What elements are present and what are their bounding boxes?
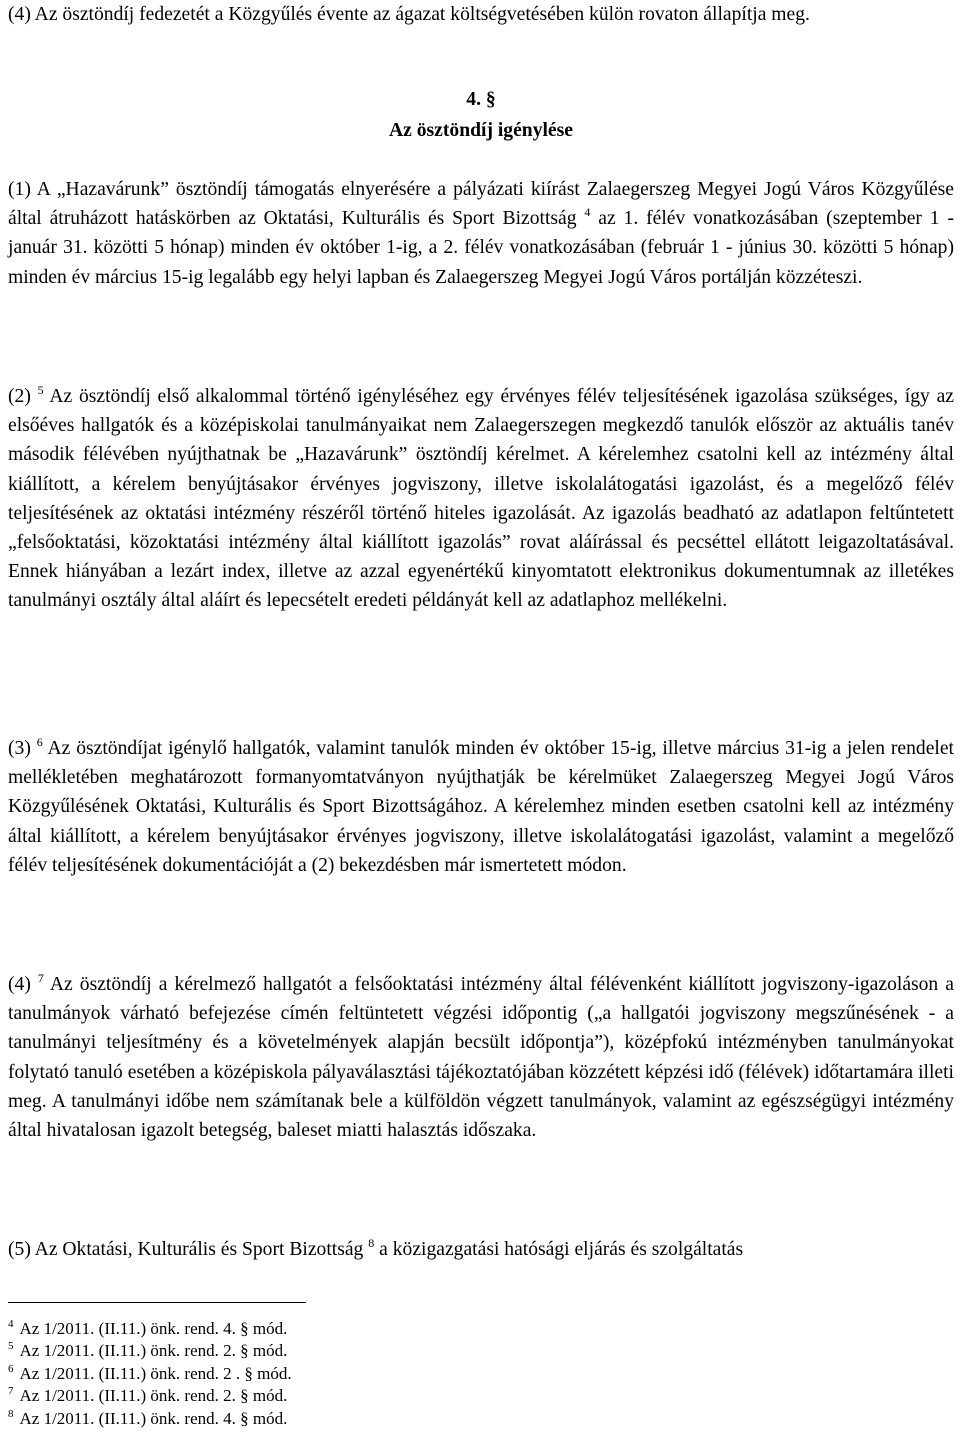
paragraph-4	[8, 970, 954, 1145]
paragraph-1	[8, 175, 954, 292]
footnote-ref-7[interactable]: 7	[37, 971, 44, 985]
paragraph-1-text-b: az 1. félév vonatkozásában (szeptember 1 - január 31. közötti 5 hónap) minden év október 1-ig, a 2. félév vonatkozásában (február 1 - június 30. közötti 5 hónap) minden év március 15-ig legalább egy helyi lapban és Zalaegerszeg Megyei Jogú Város portálján közzéteszi.	[8, 208, 954, 288]
footnote-text: Az 1/2011. (II.11.) önk. rend. 2. § mód.	[19, 1341, 288, 1361]
footnote-ref-6[interactable]: 6	[36, 735, 43, 749]
paragraph-3	[8, 734, 954, 880]
footnote-ref-8[interactable]: 8	[368, 1236, 375, 1250]
footnote-number: 5	[8, 1340, 14, 1353]
footnote-text: Az 1/2011. (II.11.) önk. rend. 2. § mód.	[19, 1386, 288, 1406]
paragraph-5-text-a: (5) Az Oktatási, Kulturális és Sport Bizottság	[8, 1239, 364, 1260]
paragraph-3-text: Az ösztöndíjat igénylő hallgatók, valamint tanulók minden év október 15-ig, illetve március 31-ig a jelen rendelet mellékletében meghatározott formanyomtatványon nyújthatják be kérelmüket Zalaegerszeg Megyei Jogú Város Közgyűlésének Oktatási, Kulturális és Sport Bizottságához. A kérelemhez minden esetben csatolni kell az intézmény által kiállított, a kérelem benyújtásakor érvényes jogviszony, illetve iskolalátogatási igazolást, valamint a megelőző félév teljesítésének dokumentációját a (2) bekezdésben már ismertetett módon.	[8, 738, 954, 876]
paragraph-5	[8, 1235, 954, 1264]
footnote-ref-5[interactable]: 5	[37, 383, 44, 397]
paragraph-5-text-b: a közigazgatási hatósági eljárás és szolgáltatás	[374, 1239, 744, 1260]
footnote-number: 8	[8, 1407, 14, 1420]
footnote-number: 6	[8, 1362, 14, 1375]
paragraph-3-label: (3)	[8, 738, 31, 759]
footnote-7	[8, 1385, 292, 1407]
paragraph-4-label: (4)	[8, 974, 31, 995]
section-title: Az ösztöndíj igénylése	[389, 120, 573, 141]
footnote-text: Az 1/2011. (II.11.) önk. rend. 4. § mód.	[19, 1408, 288, 1428]
footnote-ref-4[interactable]: 4	[584, 205, 591, 220]
footnote-8	[8, 1408, 292, 1430]
footnote-number: 4	[8, 1318, 14, 1330]
footnote-text: Az 1/2011. (II.11.) önk. rend. 2 . § mód.	[19, 1363, 292, 1383]
footnote-separator	[8, 1302, 306, 1303]
paragraph-2	[8, 382, 954, 616]
footnote-text: Az 1/2011. (II.11.) önk. rend. 4. § mód.	[19, 1319, 288, 1338]
footnote-number: 7	[8, 1385, 14, 1398]
section-number: 4. §	[466, 89, 496, 110]
paragraph-2-label: (2)	[8, 386, 31, 407]
footnote-6	[8, 1363, 292, 1385]
footnotes	[8, 1318, 292, 1430]
paragraph-4-funding: (4) Az ösztöndíj fedezetét a Közgyűlés évente az ágazat költségvetésében külön rovaton állapítja meg.	[8, 4, 810, 25]
footnote-4	[8, 1318, 292, 1340]
paragraph-1-text-a: (1) A „Hazavárunk” ösztöndíj támogatás elnyerésére a pályázati kiírást Zalaegerszeg Megyei Jogú Város Közgyűlése által átruházott hatáskörben az Oktatási, Kulturális és Sport Bizottság	[8, 179, 954, 230]
paragraph-4-text: Az ösztöndíj a kérelmező hallgatót a felsőoktatási intézmény által félévenként kiállított jogviszony-igazoláson a tanulmányok várható befejezése címén feltüntetett végzési időpontig („a hallgatói jogviszony megszűnésének - a tanulmányi teljesítmény és a követelmények alapján becsült időpontja”), középfokú intézményben tanulmányokat folytató tanuló esetében a középiskola pályaválasztási tájékoztatójában közzétett képzési idő (félévek) időtartamára illeti meg. A tanulmányi időbe nem számítanak bele a külföldön végzett tanulmányok, valamint az egészségügyi intézmény által hivatalosan igazolt betegség, baleset miatti halasztás időszaka.	[8, 974, 954, 1142]
footnote-5	[8, 1340, 292, 1362]
paragraph-2-text: Az ösztöndíj első alkalommal történő igényléséhez egy érvényes félév teljesítésének igazolása szükséges, így az elsőéves hallgatók és a középiskolai tanulmányaikat nem Zalaegerszegen megkezdő tanulók először az aktuális tanév második félévében nyújthatnak be „Hazavárunk” ösztöndíj kérelmet. A kérelemhez csatolni kell az intézmény által kiállított, a kérelem benyújtásakor érvényes jogviszony, illetve iskolalátogatási igazolást, és a megelőző félév teljesítésének az oktatási intézmény részéről történő hiteles igazolását. Az igazolás beadható az adatlapon feltűntetett „felsőoktatási, közoktatási intézmény által kiállított igazolás” rovat aláírással és pecséttel ellátott leigazoltatásával. Ennek hiányában a lezárt index, illetve az azzal egyenértékű kinyomtatott elektronikus dokumentumnak az illetékes tanulmányi osztály által aláírt és lepecsételt eredeti példányát kell az adatlaphoz mellékelni.	[8, 386, 954, 612]
